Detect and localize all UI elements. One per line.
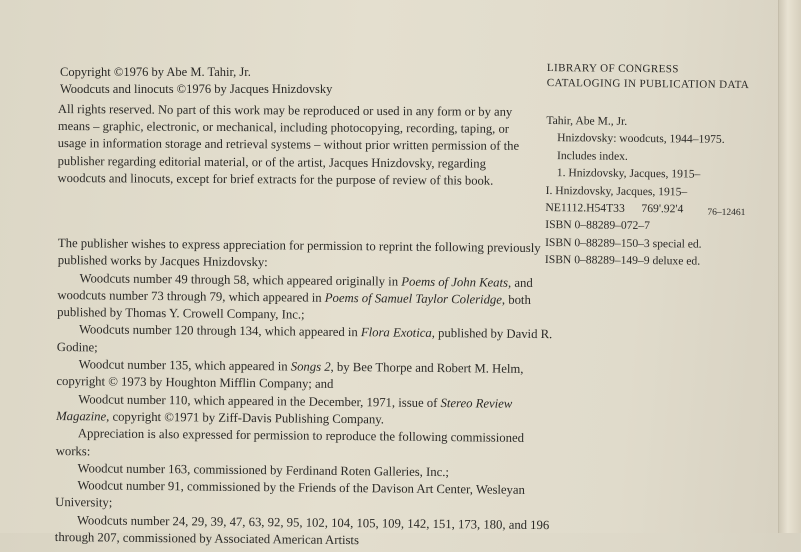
acknowledgment-item-4 [56, 391, 552, 431]
cip-heading-line-2: CATALOGING IN PUBLICATION DATA [546, 76, 750, 91]
acknowledgment-item-6: Woodcut number 163, commissioned by Ferdinand Roten Galleries, Inc.; [77, 461, 450, 479]
copyright-line-1: Copyright ©1976 by Abe M. Tahir, Jr. [60, 65, 251, 79]
copyright-notice [60, 64, 332, 98]
acknowledgments-intro: The publisher wishes to express appreciation for permission to reprint the following previously published works by Jacques Hnizdovsky: [57, 235, 541, 270]
acknowledgment-item-1 [57, 270, 554, 327]
cip-title: Hnizdovsky: woodcuts, 1944–1975. [557, 131, 725, 147]
ack-1-title-keats: Poems of John Keats [401, 274, 509, 290]
ack-4-text-c: , copyright ©1971 by Ziff-Davis Publishing Company. [106, 409, 385, 427]
ack-1-text-a: Woodcuts number 49 through 58, which appeared originally in [79, 270, 402, 289]
ack-3-text-c: , by Bee Thorpe and Robert M. Helm, copyright © 1973 by Houghton Mifflin Company; and [56, 359, 524, 392]
ack-2-text-a: Woodcuts number 120 through 134, which appeared in [78, 322, 361, 340]
acknowledgment-item-5: Appreciation is also expressed for permission to reproduce the following commissioned works: [55, 426, 525, 458]
next-page-edge [778, 0, 801, 533]
acknowledgment-item-2 [57, 321, 553, 361]
cip-block [545, 61, 767, 271]
acknowledgment-item-3 [56, 356, 552, 396]
cip-subject: 1. Hnizdovsky, Jacques, 1915– [556, 166, 701, 181]
cip-isbn-3: ISBN 0–88289–149–9 deluxe ed. [544, 253, 701, 268]
ack-2-text-c: , published by David R. Godine; [56, 326, 553, 355]
cip-lccn: 76–12461 [707, 207, 746, 219]
acknowledgment-item-8: Woodcuts number 24, 29, 39, 47, 63, 92, 95, 102, 104, 105, 109, 142, 151, 173, 180, and 196 through 207, commissioned by Associated American Artists [54, 512, 550, 548]
copyright-line-2: Woodcuts and linocuts ©1976 by Jacques Hnizdovsky [60, 82, 333, 96]
ack-4-title-stereo: Stereo Review Magazine [56, 395, 513, 424]
cip-heading [547, 61, 767, 92]
ack-2-title-flora: Flora Exotica [360, 325, 432, 341]
acknowledgments [55, 235, 554, 552]
cip-isbn-1: ISBN 0–88289–072–7 [545, 218, 651, 233]
cip-record [545, 112, 767, 271]
cip-call-row [545, 199, 765, 219]
ack-1-title-coleridge: Poems of Samuel Taylor Coleridge [324, 290, 503, 307]
cip-isbn-2: ISBN 0–88289–150–3 special ed. [545, 235, 702, 251]
ack-1-text-e: , both published by Thomas Y. Crowell Company, Inc.; [57, 292, 531, 322]
cip-index-note: Includes index. [556, 148, 628, 163]
cip-author: Tahir, Abe M., Jr. [546, 113, 628, 128]
ack-3-text-a: Woodcut number 135, which appeared in [78, 357, 291, 374]
cip-added-entry: I. Hnizdovsky, Jacques, 1915– [545, 183, 688, 199]
rights-paragraph: All rights reserved. No part of this work may be reproduced or used in any form or by any means – graphic, electronic, or mechanical, including photocopying, recording, taping, or usage in information storage and retrieval systems – without prior written permission of the publisher regarding editorial material, or of the artist, Jacques Hnizdovsky, regarding woodcuts and linocuts, except for brief extracts for the purpose of review of this book. [57, 101, 520, 188]
cip-call-number: NE1112.H54T33 [545, 201, 625, 215]
cip-heading-line-1: LIBRARY OF CONGRESS [546, 61, 679, 76]
ack-1-text-c: , and woodcuts number 73 through 79, which appeared in [57, 275, 533, 305]
ack-3-title-songs: Songs 2 [290, 359, 331, 374]
acknowledgment-item-7: Woodcut number 91, commissioned by the Friends of the Davison Art Center, Wesleyan University; [55, 478, 525, 511]
ack-4-text-a: Woodcut number 110, which appeared in the December, 1971, issue of [78, 391, 441, 410]
cip-dewey: 769'.92'4 [641, 202, 684, 216]
